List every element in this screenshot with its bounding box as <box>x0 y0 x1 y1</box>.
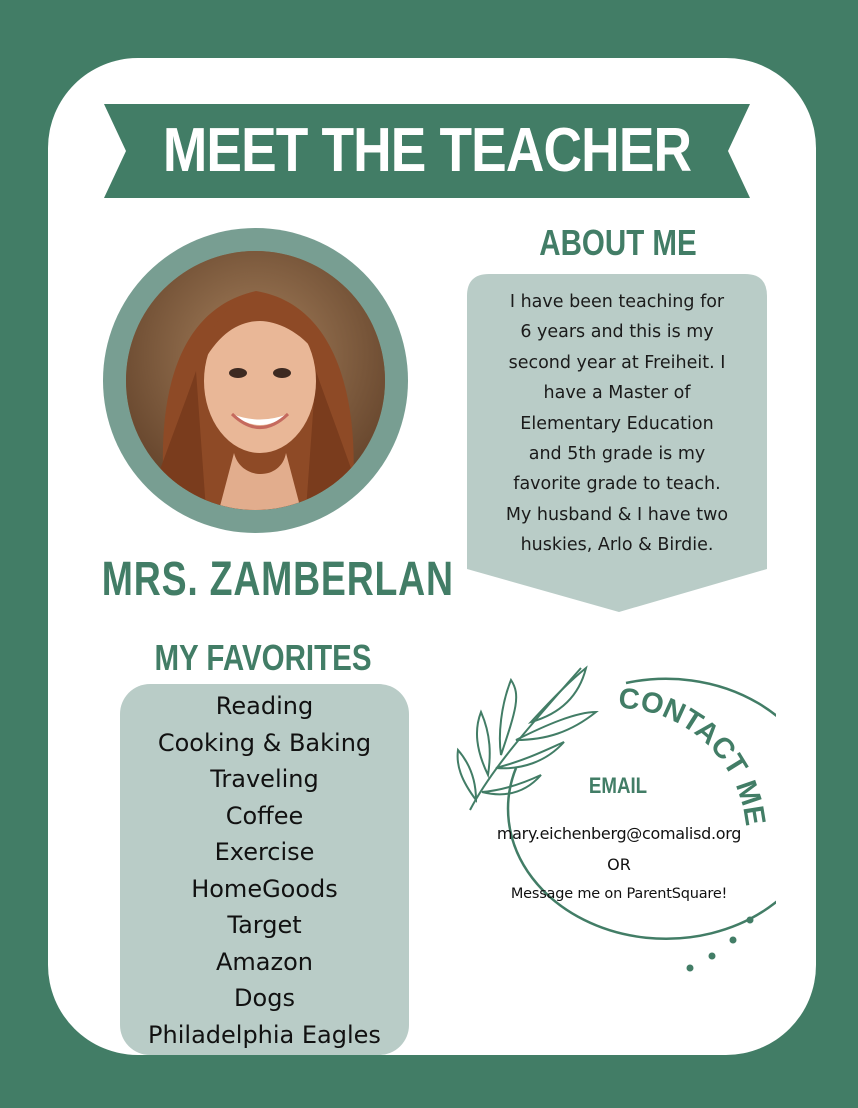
favorites-heading: MY FAVORITES <box>154 637 372 678</box>
about-line: huskies, Arlo & Birdie. <box>520 535 714 556</box>
favorite-item: Coffee <box>225 801 304 830</box>
favorite-item: Traveling <box>210 765 319 793</box>
about-line: have a Master of <box>543 383 691 404</box>
parentsquare-message: Message me on ParentSquare! <box>510 886 728 902</box>
about-line: 6 years and this is my <box>520 322 714 343</box>
about-line: and 5th grade is my <box>528 444 706 465</box>
about-line: second year at Freiheit. I <box>508 352 726 373</box>
email-address[interactable]: mary.eichenberg@comalisd.org <box>496 824 742 843</box>
favorite-item: HomeGoods <box>191 874 338 903</box>
contact-wreath <box>446 650 776 980</box>
contact-heading: CONTACT ME <box>617 682 772 828</box>
favorite-item: Amazon <box>216 947 313 976</box>
favorite-item: Cooking & Baking <box>157 728 372 757</box>
title-banner <box>104 104 750 198</box>
email-label: EMAIL <box>588 773 648 798</box>
favorite-item: Dogs <box>234 984 295 1012</box>
page-title: MEET THE TEACHER <box>162 116 692 185</box>
dots-decoration <box>687 917 754 972</box>
favorites-box <box>120 684 409 1055</box>
about-text-box <box>467 274 767 614</box>
favorites-list <box>120 688 409 1053</box>
about-line: favorite grade to teach. <box>513 474 721 495</box>
favorite-item: Reading <box>215 692 314 720</box>
about-heading: ABOUT ME <box>539 222 697 263</box>
teacher-photo <box>126 251 385 510</box>
favorite-item: Target <box>227 911 302 939</box>
or-separator: OR <box>607 855 631 874</box>
teacher-photo-frame <box>103 228 408 533</box>
favorite-item: Exercise <box>214 838 315 866</box>
about-line: My husband & I have two <box>505 504 729 525</box>
teacher-name: MRS. ZAMBERLAN <box>101 553 454 606</box>
about-line: I have been teaching for <box>509 292 725 312</box>
about-line: Elementary Education <box>520 413 714 434</box>
favorite-item: Philadelphia Eagles <box>148 1020 381 1049</box>
about-text <box>487 287 747 561</box>
